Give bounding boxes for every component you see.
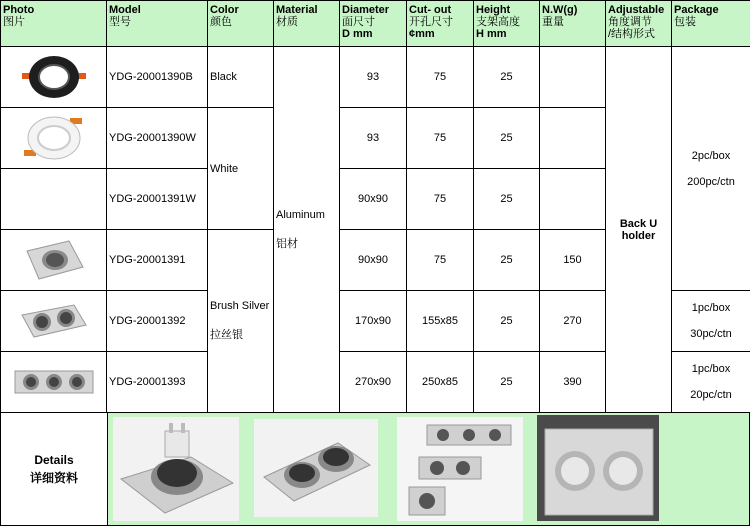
model-cell: YDG-20001391W (107, 169, 208, 230)
header-height: Height 支架高度 H mm (474, 1, 540, 47)
detail-image-stack (397, 417, 523, 521)
product-photo (1, 352, 107, 413)
height-cell: 25 (474, 291, 540, 352)
header-adjustable: Adjustable 角度调节 /结构形式 (606, 1, 672, 47)
cutout-cell: 75 (407, 230, 474, 291)
package-cell: 2pc/box 200pc/ctn (672, 47, 750, 291)
color-cell: Brush Silver 拉丝银 (208, 230, 274, 413)
detail-image-double (254, 419, 378, 517)
cutout-cell: 75 (407, 47, 474, 108)
details-label: Details 详细资料 (1, 413, 108, 525)
cutout-cell: 155x85 (407, 291, 474, 352)
product-photo (1, 47, 107, 108)
detail-image-single (113, 417, 239, 521)
nw-cell (540, 47, 606, 108)
header-material: Material 材质 (274, 1, 340, 47)
white-ring-downlight-image (14, 112, 94, 164)
product-photo (1, 291, 107, 352)
details-section (0, 412, 750, 526)
color-cell: Black (208, 47, 274, 108)
package-cell: 1pc/box 20pc/ctn (672, 352, 750, 413)
header-model: Model 型号 (107, 1, 208, 47)
nw-cell: 150 (540, 230, 606, 291)
height-cell: 25 (474, 47, 540, 108)
height-cell: 25 (474, 169, 540, 230)
header-package: Package 包装 (672, 1, 750, 47)
model-cell: YDG-20001393 (107, 352, 208, 413)
cutout-cell: 75 (407, 169, 474, 230)
nw-cell (540, 169, 606, 230)
header-diameter: Diameter 面尺寸 D mm (340, 1, 407, 47)
header-photo: Photo 图片 (1, 1, 107, 47)
header-color: Color 颜色 (208, 1, 274, 47)
nw-cell: 390 (540, 352, 606, 413)
height-cell: 25 (474, 352, 540, 413)
product-photo (1, 230, 107, 291)
model-cell: YDG-20001392 (107, 291, 208, 352)
color-cell: White (208, 108, 274, 230)
diameter-cell: 90x90 (340, 169, 407, 230)
material-cell: Aluminum 铝材 (274, 47, 340, 413)
black-ring-downlight-image (14, 52, 94, 102)
cutout-cell: 75 (407, 108, 474, 169)
header-cutout: Cut- out 开孔尺寸 ¢mm (407, 1, 474, 47)
square-silver-downlight-image (21, 237, 87, 283)
table-row (1, 47, 750, 108)
diameter-cell: 270x90 (340, 352, 407, 413)
product-photo (1, 169, 107, 230)
double-silver-downlight-image (18, 301, 90, 341)
adjustable-cell: Back U holder (606, 47, 672, 413)
detail-image-closeup (537, 415, 659, 521)
nw-cell: 270 (540, 291, 606, 352)
nw-cell (540, 108, 606, 169)
triple-silver-downlight-image (11, 365, 97, 399)
header-row (1, 1, 750, 47)
height-cell: 25 (474, 108, 540, 169)
height-cell: 25 (474, 230, 540, 291)
package-cell: 1pc/box 30pc/ctn (672, 291, 750, 352)
header-nw: N.W(g) 重量 (540, 1, 606, 47)
diameter-cell: 170x90 (340, 291, 407, 352)
diameter-cell: 93 (340, 47, 407, 108)
diameter-cell: 93 (340, 108, 407, 169)
model-cell: YDG-20001391 (107, 230, 208, 291)
diameter-cell: 90x90 (340, 230, 407, 291)
model-cell: YDG-20001390W (107, 108, 208, 169)
cutout-cell: 250x85 (407, 352, 474, 413)
model-cell: YDG-20001390B (107, 47, 208, 108)
product-photo (1, 108, 107, 169)
